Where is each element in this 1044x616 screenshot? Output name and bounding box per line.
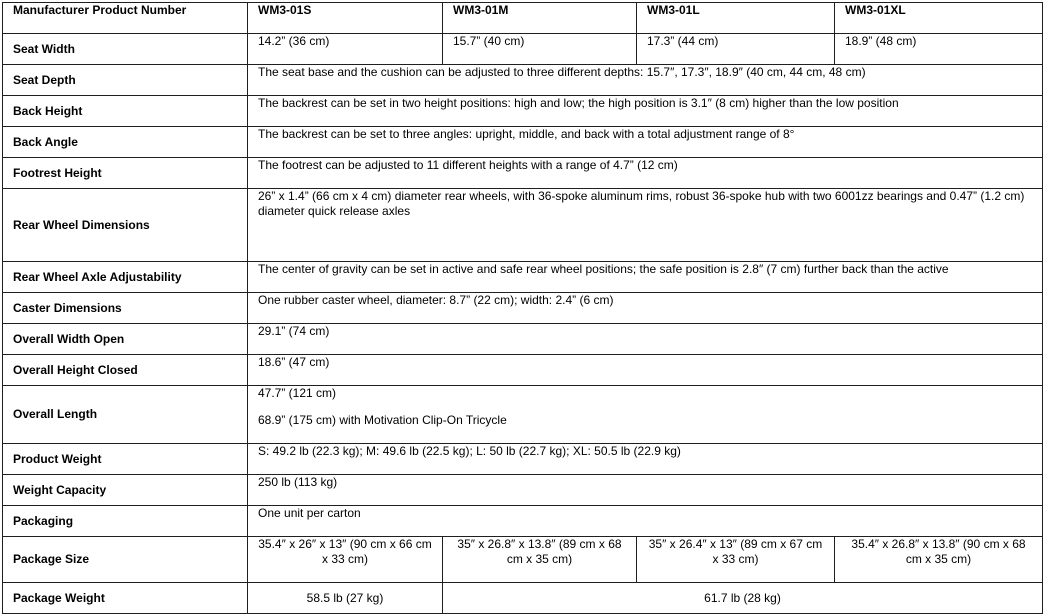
cell-value: 35″ x 26.4″ x 13″ (89 cm x 67 cm x 33 cm) [637, 537, 835, 583]
row-label: Seat Width [3, 34, 248, 65]
table-row [3, 475, 1043, 506]
table-row [3, 189, 1043, 262]
table-row [3, 293, 1043, 324]
cell-value: 18.9” (48 cm) [835, 34, 1043, 65]
table-row [3, 506, 1043, 537]
table-row [3, 262, 1043, 293]
model-header: WM3-01XL [835, 3, 1043, 34]
row-label: Overall Height Closed [3, 355, 248, 386]
table-row [3, 386, 1043, 444]
cell-value: S: 49.2 lb (22.3 kg); M: 49.6 lb (22.5 kg); L: 50 lb (22.7 kg); XL: 50.5 lb (22.9 kg) [248, 444, 1043, 475]
table-row [3, 537, 1043, 583]
table-row [3, 65, 1043, 96]
row-label: Package Size [3, 537, 248, 583]
overall-length-value: 47.7” (121 cm) [258, 386, 337, 400]
row-label: Packaging [3, 506, 248, 537]
spec-table [2, 2, 1043, 614]
model-header: WM3-01M [443, 3, 637, 34]
cell-value: One rubber caster wheel, diameter: 8.7” (22 cm); width: 2.4” (6 cm) [248, 293, 1043, 324]
table-row [3, 3, 1043, 34]
cell-value: The footrest can be adjusted to 11 different heights with a range of 4.7” (12 cm) [248, 158, 1043, 189]
cell-value: 17.3” (44 cm) [637, 34, 835, 65]
table-row [3, 583, 1043, 614]
row-label: Seat Depth [3, 65, 248, 96]
row-label: Overall Width Open [3, 324, 248, 355]
row-label: Caster Dimensions [3, 293, 248, 324]
cell-value: The backrest can be set to three angles: upright, middle, and back with a total adjustment range of 8° [248, 127, 1043, 158]
table-row [3, 324, 1043, 355]
cell-value: The seat base and the cushion can be adjusted to three different depths: 15.7″, 17.3″, 18.9″ (40 cm, 44 cm, 48 cm) [248, 65, 1043, 96]
table-row [3, 355, 1043, 386]
cell-value: 15.7” (40 cm) [443, 34, 637, 65]
model-header: WM3-01S [248, 3, 443, 34]
row-label: Weight Capacity [3, 475, 248, 506]
cell-value: One unit per carton [248, 506, 1043, 537]
table-row [3, 444, 1043, 475]
row-label: Manufacturer Product Number [3, 3, 248, 34]
cell-value: 58.5 lb (27 kg) [248, 583, 443, 614]
row-label: Overall Length [3, 386, 248, 444]
row-label: Rear Wheel Axle Adjustability [3, 262, 248, 293]
row-label: Package Weight [3, 583, 248, 614]
cell-value: The backrest can be set in two height positions: high and low; the high position is 3.1″ (8 cm) higher than the low position [248, 96, 1043, 127]
overall-length-tricycle-value: 68.9” (175 cm) with Motivation Clip-On Tricycle [258, 413, 507, 427]
table-row [3, 34, 1043, 65]
row-label: Footrest Height [3, 158, 248, 189]
row-label: Rear Wheel Dimensions [3, 189, 248, 262]
cell-value: 35″ x 26.8″ x 13.8″ (89 cm x 68 cm x 35 cm) [443, 537, 637, 583]
cell-value: The center of gravity can be set in active and safe rear wheel positions; the safe position is 2.8″ (7 cm) further back than the active [248, 262, 1043, 293]
cell-value: 35.4″ x 26″ x 13″ (90 cm x 66 cm x 33 cm) [248, 537, 443, 583]
row-label: Product Weight [3, 444, 248, 475]
cell-value: 61.7 lb (28 kg) [443, 583, 1043, 614]
cell-value: 14.2” (36 cm) [248, 34, 443, 65]
table-row [3, 158, 1043, 189]
table-row [3, 96, 1043, 127]
cell-value: 250 lb (113 kg) [248, 475, 1043, 506]
cell-value: 18.6” (47 cm) [248, 355, 1043, 386]
model-header: WM3-01L [637, 3, 835, 34]
table-row [3, 127, 1043, 158]
cell-value: 29.1” (74 cm) [248, 324, 1043, 355]
cell-value: 35.4″ x 26.8″ x 13.8″ (90 cm x 68 cm x 35 cm) [835, 537, 1043, 583]
row-label: Back Angle [3, 127, 248, 158]
cell-value [248, 386, 1043, 444]
row-label: Back Height [3, 96, 248, 127]
cell-value: 26” x 1.4” (66 cm x 4 cm) diameter rear wheels, with 36-spoke aluminum rims, robust 36-spoke hub with two 6001zz bearings and 0.47” (1.2 cm) diameter quick release axles [248, 189, 1043, 262]
